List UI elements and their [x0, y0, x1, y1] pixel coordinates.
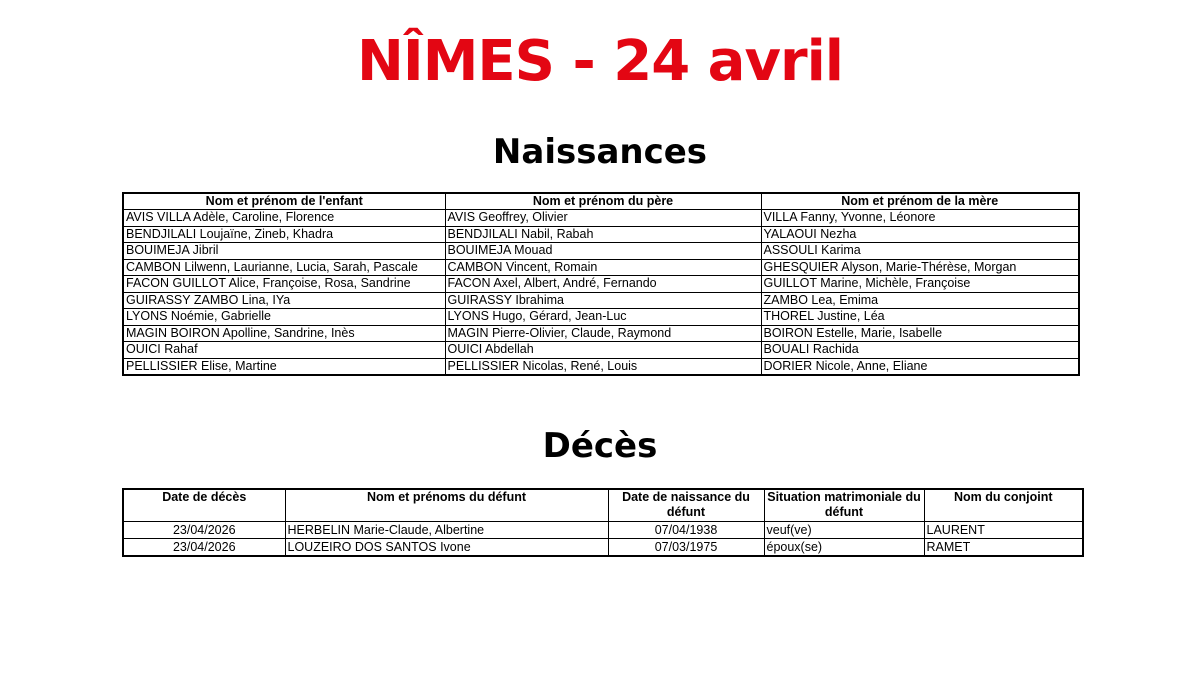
- pere-cell: LYONS Hugo, Gérard, Jean-Luc: [445, 309, 761, 326]
- mere-cell: VILLA Fanny, Yvonne, Léonore: [761, 210, 1079, 227]
- enfant-cell: CAMBON Lilwenn, Laurianne, Lucia, Sarah, Pascale: [123, 259, 445, 276]
- pere-cell: CAMBON Vincent, Romain: [445, 259, 761, 276]
- pere-cell: PELLISSIER Nicolas, René, Louis: [445, 358, 761, 375]
- table-row: [123, 292, 1079, 309]
- column-header: Nom et prénom de la mère: [761, 193, 1079, 210]
- column-header: Situation matrimoniale du défunt: [764, 489, 924, 522]
- enfant-cell: MAGIN BOIRON Apolline, Sandrine, Inès: [123, 325, 445, 342]
- enfant-cell: BENDJILALI Loujaïne, Zineb, Khadra: [123, 226, 445, 243]
- date-naissance-cell: 07/04/1938: [608, 522, 764, 539]
- mere-cell: ASSOULI Karima: [761, 243, 1079, 260]
- table-row: [123, 243, 1079, 260]
- column-header: Date de décès: [123, 489, 285, 522]
- mere-cell: GHESQUIER Alyson, Marie-Thérèse, Morgan: [761, 259, 1079, 276]
- enfant-cell: PELLISSIER Elise, Martine: [123, 358, 445, 375]
- pere-cell: MAGIN Pierre-Olivier, Claude, Raymond: [445, 325, 761, 342]
- table-header-row: [123, 193, 1079, 210]
- column-header: Nom et prénom de l'enfant: [123, 193, 445, 210]
- table-row: [123, 276, 1079, 293]
- column-header: Nom et prénom du père: [445, 193, 761, 210]
- pere-cell: FACON Axel, Albert, André, Fernando: [445, 276, 761, 293]
- column-header: Nom du conjoint: [924, 489, 1083, 522]
- defunt-cell: LOUZEIRO DOS SANTOS Ivone: [285, 539, 608, 557]
- pere-cell: BOUIMEJA Mouad: [445, 243, 761, 260]
- mere-cell: DORIER Nicole, Anne, Eliane: [761, 358, 1079, 375]
- table-row: [123, 358, 1079, 375]
- situation-cell: époux(se): [764, 539, 924, 557]
- mere-cell: BOIRON Estelle, Marie, Isabelle: [761, 325, 1079, 342]
- date-deces-cell: 23/04/2026: [123, 539, 285, 557]
- enfant-cell: GUIRASSY ZAMBO Lina, IYa: [123, 292, 445, 309]
- naissances-table: [122, 192, 1080, 376]
- conjoint-cell: LAURENT: [924, 522, 1083, 539]
- conjoint-cell: RAMET: [924, 539, 1083, 557]
- pere-cell: OUICI Abdellah: [445, 342, 761, 359]
- table-row: [123, 309, 1079, 326]
- enfant-cell: AVIS VILLA Adèle, Caroline, Florence: [123, 210, 445, 227]
- mere-cell: THOREL Justine, Léa: [761, 309, 1079, 326]
- table-row: [123, 522, 1083, 539]
- mere-cell: ZAMBO Lea, Emima: [761, 292, 1079, 309]
- table-row: [123, 259, 1079, 276]
- pere-cell: BENDJILALI Nabil, Rabah: [445, 226, 761, 243]
- pere-cell: AVIS Geoffrey, Olivier: [445, 210, 761, 227]
- deces-heading: Décès: [542, 426, 658, 466]
- enfant-cell: BOUIMEJA Jibril: [123, 243, 445, 260]
- page-title: NÎMES - 24 avril: [357, 29, 843, 94]
- table-row: [123, 325, 1079, 342]
- deces-table: [122, 488, 1084, 557]
- table-row: [123, 226, 1079, 243]
- enfant-cell: FACON GUILLOT Alice, Françoise, Rosa, Sandrine: [123, 276, 445, 293]
- table-row: [123, 539, 1083, 557]
- table-row: [123, 210, 1079, 227]
- naissances-heading: Naissances: [492, 132, 708, 172]
- column-header: Date de naissance du défunt: [608, 489, 764, 522]
- date-deces-cell: 23/04/2026: [123, 522, 285, 539]
- defunt-cell: HERBELIN Marie-Claude, Albertine: [285, 522, 608, 539]
- mere-cell: YALAOUI Nezha: [761, 226, 1079, 243]
- column-header: Nom et prénoms du défunt: [285, 489, 608, 522]
- date-naissance-cell: 07/03/1975: [608, 539, 764, 557]
- mere-cell: GUILLOT Marine, Michèle, Françoise: [761, 276, 1079, 293]
- enfant-cell: LYONS Noémie, Gabrielle: [123, 309, 445, 326]
- mere-cell: BOUALI Rachida: [761, 342, 1079, 359]
- table-row: [123, 342, 1079, 359]
- pere-cell: GUIRASSY Ibrahima: [445, 292, 761, 309]
- table-header-row: [123, 489, 1083, 522]
- situation-cell: veuf(ve): [764, 522, 924, 539]
- enfant-cell: OUICI Rahaf: [123, 342, 445, 359]
